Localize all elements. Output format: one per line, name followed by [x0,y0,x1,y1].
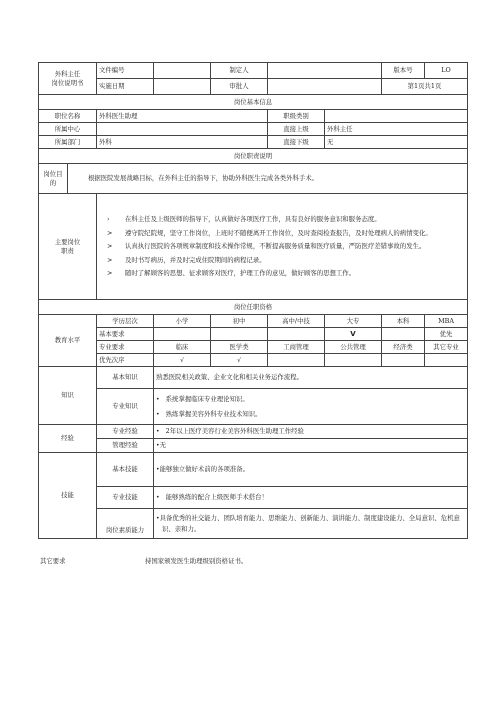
prof-exp-text: • 2年以上医疗美容行业美容外科医生助理工作经验 [154,425,468,439]
dept-title: 外科主任 [54,69,81,78]
file-no-label: 文件编号 [97,63,154,79]
version-label: 版本号 [382,63,425,79]
other-text: 持国家颁发医生助理级别资格证书。 [145,557,248,565]
prof-skill-label: 专业技能 [97,487,154,509]
basic-skill-label: 基本技能 [97,453,154,487]
priority-cell [382,354,425,367]
direct-superior-value: 外科主任 [325,123,468,136]
check-mark-icon: √ [211,354,268,367]
basic-knowledge-label: 基本知识 [97,367,154,389]
major-cell: 其它专业 [425,341,468,354]
category-value [325,110,468,123]
skill-label: 技能 [39,453,97,539]
level-label: 学历层次 [97,315,154,328]
basic-req-mark-2: 优先 [425,328,468,341]
duty-item: > 及时书写病历，并及时完成住院期间的病程记录。 [107,255,266,264]
direct-superior-label: 直接上级 [268,123,325,136]
purpose-label: 岗位目的 [39,164,68,194]
priority-cell [325,354,382,367]
basic-req-cell [154,328,211,341]
priority-cell [268,354,325,367]
impl-date-value [154,79,211,95]
position-name-value: 外科医生助理 [97,110,268,123]
approver-label: 审批人 [211,79,268,95]
center-value [97,123,268,136]
center-label: 所属中心 [39,123,97,136]
basic-req-cell [382,328,425,341]
prof-knowledge-list [154,389,468,425]
direct-subordinate-value: 无 [325,136,468,149]
mgmt-exp-label: 管理经验 [97,439,154,453]
quality-label: 岗位素质能力 [97,509,154,539]
duty-item: › 在科主任及上级医师的指导下，认真做好各项医疗工作，具有良好的服务意识和服务态度。 [107,215,381,224]
dept-label: 所属部门 [39,136,97,149]
page-info: 第1页共1页 [382,79,468,95]
dept-value: 外科 [97,136,268,149]
basic-knowledge-text: 熟悉医院相关政策、企业文化和相关业务运作流程。 [154,367,468,389]
position-name-label: 职位名称 [39,110,97,123]
level-cell: 小学 [154,315,211,328]
header-title-cell [39,63,97,95]
education-label: 教育水平 [39,315,97,367]
duty-item: > 随时了解顾客的思想、征求顾客对医疗，护理工作的意见，做好顾客的思想工作。 [107,269,356,278]
basic-req-label: 基本要求 [97,328,154,341]
duty-item-text: 随时了解顾客的思想、征求顾客对医疗，护理工作的意见，做好顾客的思想工作。 [125,269,356,278]
quality-text: •具备优秀的社交能力、团队培育能力、思维能力、创新能力、演讲能力、制度建设能力、全局意识、危机意识、亲和力。 [154,509,468,539]
prof-skill-text: • 能够熟练的配合上级医师手术搭台！ [154,487,468,509]
job-description-document [38,62,467,539]
level-cell: 大专 [325,315,382,328]
version-value: LO [425,63,468,79]
major-cell: 医学类 [211,341,268,354]
major-cell: 经济类 [382,341,425,354]
duty-item: > 认真执行医院的各项规章制度和技术操作常规，不断提高服务质量和医疗质量，严防医疗差错事故的发生。 [107,242,426,251]
basic-req-mark: V [325,328,382,341]
level-cell: MBA [425,315,468,328]
duty-item-text: 认真执行医院的各项规章制度和技术操作常规，不断提高服务质量和医疗质量，严防医疗差错事故的发生。 [125,242,426,251]
duties-title: 岗位职责说明 [39,149,468,164]
approver-value [268,79,382,95]
job-description-table [38,62,468,539]
list-item: • 系统掌握临床专业理论知识。 [156,394,249,403]
check-mark-icon: √ [154,354,211,367]
file-no-value [154,63,211,79]
level-cell: 初中 [211,315,268,328]
basic-req-cell [268,328,325,341]
other-label: 其它要求 [40,557,66,565]
basic-skill-text: •能够独立做好术前的各项准备。 [154,453,468,487]
experience-label: 经验 [39,425,97,453]
duty-list [97,194,468,300]
priority-label: 优先次序 [97,354,154,367]
qualification-title: 岗位任职资格 [39,300,468,315]
major-cell: 临床 [154,341,211,354]
mgmt-exp-text: •无 [154,439,468,453]
author-value [268,63,382,79]
duty-item: > 遵守院纪院规，坚守工作岗位，上班时不随便离开工作岗位，及时查阅检查报告，及时处理病人的病情变化。 [107,228,432,237]
impl-date-label: 实施日期 [97,79,154,95]
basic-req-cell [211,328,268,341]
category-label: 职级类别 [268,110,325,123]
doc-title: 岗位说明书 [51,78,84,87]
priority-cell [425,354,468,367]
main-duties-label: 主要岗位职责 [39,194,97,300]
level-cell: 本科 [382,315,425,328]
direct-subordinate-label: 直接下级 [268,136,325,149]
duty-item-text: 及时书写病历，并及时完成住院期间的病程记录。 [125,255,266,264]
list-item: • 熟练掌握美容外科专业技术知识。 [156,409,262,418]
major-cell: 公共管理 [325,341,382,354]
major-cell: 工商管理 [268,341,325,354]
knowledge-label: 知识 [39,367,97,425]
prof-knowledge-label: 专业知识 [97,389,154,425]
duty-item-text: 在科主任及上级医师的指导下，认真做好各项医疗工作，具有良好的服务意识和服务态度。 [125,215,381,224]
other-requirements [40,556,247,565]
level-cell: 高中/中技 [268,315,325,328]
basic-info-title: 岗位基本信息 [39,95,468,110]
prof-exp-label: 专业经验 [97,425,154,439]
purpose-text: 根据医院发展战略目标，在外科主任的指导下，协助外科医生完成各类外科手术。 [68,164,468,194]
duty-item-text: 遵守院纪院规，坚守工作岗位，上班时不随便离开工作岗位，及时查阅检查报告，及时处理病人的病情变化。 [125,228,432,237]
major-req-label: 专业要求 [97,341,154,354]
author-label: 制定人 [211,63,268,79]
